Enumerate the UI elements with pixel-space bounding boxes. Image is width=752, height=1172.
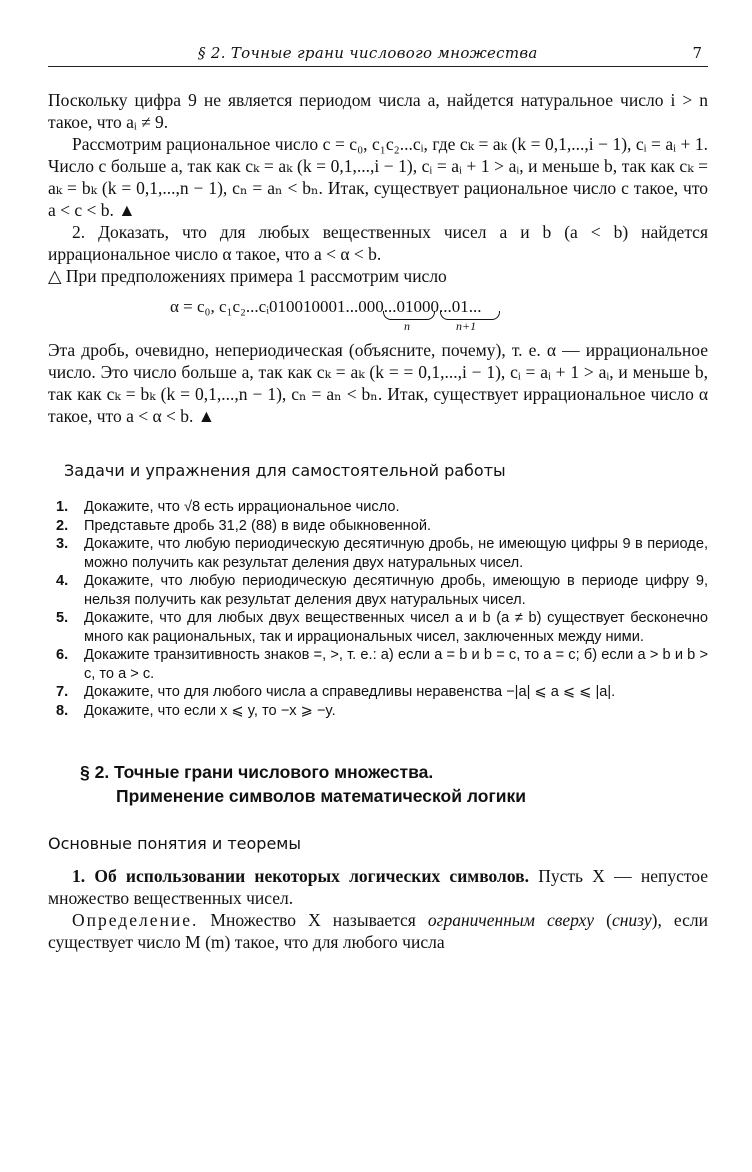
exercise-number: 6. bbox=[56, 647, 69, 663]
logic-symbols-title: 1. Об использовании некоторых логических символов. bbox=[72, 866, 530, 886]
section-title-line-2: Применение символов математической логики bbox=[116, 786, 527, 806]
section-title-line-1: § 2. Точные грани числового множества. bbox=[80, 762, 434, 782]
exercise-text: Докажите, что если x ⩽ y, то −x ⩾ −y. bbox=[84, 702, 336, 719]
running-head-title: § 2. Точные грани числового множества bbox=[198, 44, 538, 62]
exercise-item bbox=[48, 646, 708, 683]
logic-symbols-text: Пусть X — непустое множество вещественных чисел. bbox=[48, 866, 708, 908]
exercise-text: Докажите, что для любого числа a справедливы неравенства −|a| ⩽ a ⩽ ⩽ |a|. bbox=[84, 684, 616, 700]
exercise-number: 7. bbox=[56, 684, 69, 700]
running-head bbox=[48, 40, 708, 67]
definition-term-above: ограниченным сверху bbox=[427, 910, 595, 930]
page-number: 7 bbox=[692, 44, 702, 62]
exercise-text: Докажите транзитивность знаков =, >, т. е.: а) если a = b и b = c, то a = c; б) если a > b и b > c, то a > c. bbox=[84, 647, 708, 682]
definition-label: Определение. bbox=[72, 910, 199, 930]
definition-text-c: ), если существует число M (m) такое, что для любого числа bbox=[48, 910, 708, 952]
exercise-item bbox=[48, 683, 708, 702]
exercise-number: 8. bbox=[56, 702, 69, 719]
exercise-text: Докажите, что любую периодическую десятичную дробь, не имеющую цифры 9 в периоде, можно получить как результат деления двух натуральных чисел. bbox=[84, 536, 708, 571]
example-2-proof-start: △ При предположениях примера 1 рассмотрим число bbox=[48, 266, 447, 286]
paragraph-5: Эта дробь, очевидно, непериодическая (объясните, почему), т. е. α — иррациональное число. Это число больше a, так как cₖ = aₖ (k = = 0,1,...,i − 1), cᵢ = aᵢ + 1 > aᵢ, и меньше b, так как cₖ = bₖ (k = 0,1,...,n − 1), cₙ = aₙ < bₙ. Итак, существует иррациональное число α такое, что a < α < b. ▲ bbox=[48, 340, 708, 426]
definition-term-below: снизу bbox=[611, 910, 652, 930]
definition-paragraph bbox=[48, 909, 708, 953]
exercise-item bbox=[48, 517, 708, 536]
exercise-number: 5. bbox=[56, 610, 69, 626]
exercise-number: 4. bbox=[56, 573, 69, 589]
exercise-item bbox=[48, 572, 708, 609]
exercises-heading: Задачи и упражнения для самостоятельной работы bbox=[64, 461, 506, 480]
exercise-text: Докажите, что любую периодическую десятичную дробь, имеющую в периоде цифру 9, нельзя получить как результат деления двух натуральных чисел. bbox=[84, 573, 708, 608]
exercise-item bbox=[48, 702, 708, 721]
definition-text-a: Множество X называется bbox=[198, 910, 428, 930]
exercise-text: Докажите, что для любых двух вещественных чисел a и b (a ≠ b) существует бесконечно много как рациональных, так и иррациональных чисел, заключенных между ними. bbox=[84, 610, 708, 645]
underbrace-label-n1: n+1 bbox=[456, 319, 477, 333]
exercise-number: 2. bbox=[56, 517, 69, 534]
paragraph-1: Поскольку цифра 9 не является периодом числа a, найдется натуральное число i > n такое, что aᵢ ≠ 9. bbox=[48, 90, 708, 132]
formula-text: α = c₀, c₁c₂...cᵢ010010001...000...01000...01... bbox=[170, 297, 482, 316]
exercise-number: 3. bbox=[56, 536, 69, 552]
exercise-item bbox=[48, 498, 708, 517]
exercise-item bbox=[48, 609, 708, 646]
paragraph-2: Рассмотрим рациональное число c = c₀, c₁c₂...cᵢ, где cₖ = aₖ (k = 0,1,...,i − 1), cᵢ = aᵢ + 1. Число c больше a, так как cₖ = aₖ (k = 0,1,...,i − 1), cᵢ = aᵢ + 1 > aᵢ, и меньше b, так как cₖ = aₖ = bₖ (k = 0,1,...,n − 1), cₙ = aₙ < bₙ. Итак, существует рациональное число c такое, что a < c < b. ▲ bbox=[48, 134, 708, 220]
section-title bbox=[80, 760, 708, 808]
logic-symbols-paragraph bbox=[48, 865, 708, 909]
page bbox=[48, 40, 708, 953]
exercise-text: Представьте дробь 31,2 (88) в виде обыкновенной. bbox=[84, 517, 432, 534]
definition-text-b: ( bbox=[594, 910, 612, 930]
exercise-text: Докажите, что √8 есть иррациональное число. bbox=[84, 499, 400, 515]
exercises-list bbox=[48, 498, 708, 720]
subheading: Основные понятия и теоремы bbox=[48, 834, 301, 853]
underbrace-label-n: n bbox=[404, 319, 410, 333]
example-2-statement: 2. Доказать, что для любых вещественных чисел a и b (a < b) найдется иррациональное число α такое, что a < α < b. bbox=[48, 222, 708, 264]
exercise-item bbox=[48, 535, 708, 572]
exercise-number: 1. bbox=[56, 499, 69, 515]
formula-alpha bbox=[48, 297, 708, 337]
